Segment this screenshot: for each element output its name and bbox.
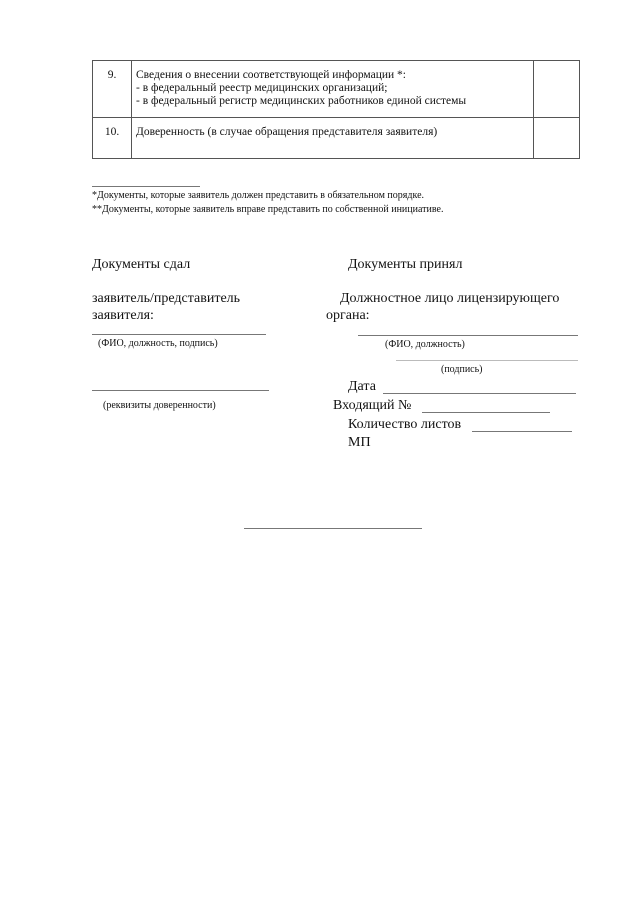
date-label: Дата — [348, 379, 376, 394]
official-signature-line — [396, 360, 578, 361]
documents-table — [92, 60, 580, 159]
row-description-line: - в федеральный регистр медицинских работников единой системы — [136, 95, 467, 107]
incoming-number-label: Входящий № — [333, 398, 412, 413]
submitter-role-line1: заявитель/представитель — [92, 291, 241, 306]
footnote-divider — [92, 186, 200, 187]
proxy-details-line — [92, 390, 269, 391]
row-description-line: - в федеральный реестр медицинских организаций; — [136, 82, 388, 94]
table-row — [93, 61, 580, 118]
row-mark-cell — [534, 61, 580, 118]
table-row — [93, 118, 580, 159]
footnote-optional: **Документы, которые заявитель вправе представить по собственной инициативе. — [92, 204, 444, 215]
submitter-name-caption: (ФИО, должность, подпись) — [98, 338, 218, 349]
row-description — [132, 61, 534, 118]
received-heading: Документы принял — [348, 257, 463, 272]
row-description — [132, 118, 534, 159]
row-number: 10. — [93, 118, 132, 159]
submitter-name-line — [92, 334, 266, 335]
row-description-line: Сведения о внесении соответствующей информации *: — [136, 69, 406, 81]
row-number: 9. — [93, 61, 132, 118]
incoming-number-line — [422, 412, 550, 413]
closing-divider — [244, 528, 422, 529]
date-line — [383, 393, 576, 394]
official-role-line2: органа: — [326, 308, 370, 323]
submitter-role-line2: заявителя: — [92, 308, 154, 323]
seal-label: МП — [348, 435, 371, 450]
row-mark-cell — [534, 118, 580, 159]
sheets-count-line — [472, 431, 572, 432]
official-name-line — [358, 335, 578, 336]
official-signature-caption: (подпись) — [441, 364, 483, 375]
submitted-heading: Документы сдал — [92, 257, 191, 272]
official-role-line1: Должностное лицо лицензирующего — [340, 291, 560, 306]
footnote-required: *Документы, которые заявитель должен представить в обязательном порядке. — [92, 190, 425, 201]
official-name-caption: (ФИО, должность) — [385, 339, 465, 350]
sheets-count-label: Количество листов — [348, 417, 462, 432]
proxy-details-caption: (реквизиты доверенности) — [103, 400, 216, 411]
row-description-line: Доверенность (в случае обращения представителя заявителя) — [136, 126, 438, 138]
